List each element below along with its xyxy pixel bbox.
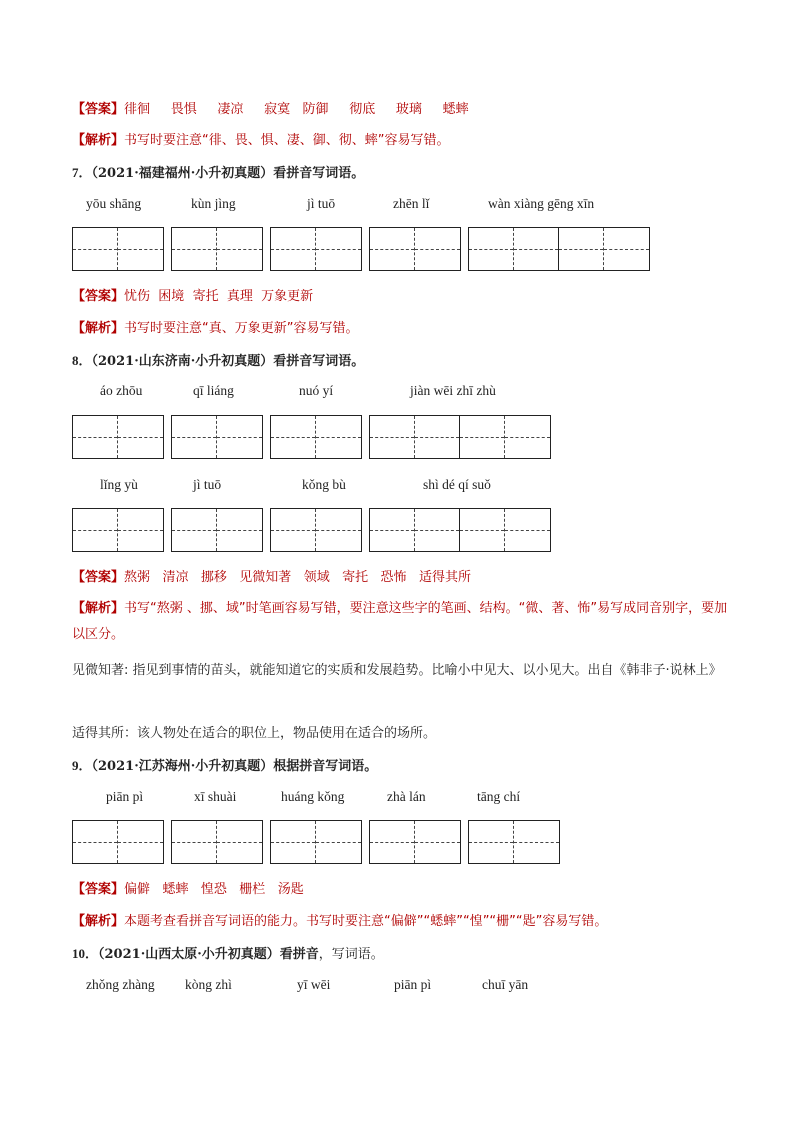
q6-answer-line [72, 101, 469, 119]
q8-answer-line: 【答案】熬粥 清凉 挪移 见微知著 领域 寄托 恐怖 适得其所 [72, 570, 471, 585]
writing-box[interactable] [171, 508, 263, 552]
writing-box[interactable] [171, 415, 263, 459]
pinyin: piān pì [394, 977, 432, 992]
pinyin: zhēn lǐ [393, 196, 430, 211]
q7-answer-words: 忧伤 困境 寄托 真理 万象更新 [124, 289, 314, 304]
q9-analysis-line: 【解析】本题考查看拼音写词语的能力。书写时要注意“偏僻”“蟋蟀”“惶”“栅”“匙”容易写错。 [72, 914, 608, 929]
analysis-tag: 【解析】 [72, 133, 125, 148]
writing-box[interactable] [369, 227, 461, 271]
q8-note-idiom-2: 适得其所：该人物处在适合的职位上，物品使用在适合的场所。 [72, 726, 437, 741]
pinyin: áo zhōu [100, 383, 143, 398]
pinyin: huáng kǒng [281, 789, 345, 804]
q7-pinyin-row [0, 196, 794, 214]
q8-analysis-text: 书写“熬粥 、挪、域”时笔画容易写错，要注意这些字的笔画、结构。“微、著、怖”易写成同音别字，要加以区分。 [72, 601, 728, 642]
pinyin: kǒng bù [302, 477, 346, 492]
pinyin: wàn xiàng gēng xīn [488, 196, 595, 211]
q9-answer-line: 【答案】偏僻 蟋蟀 惶恐 栅栏 汤匙 [72, 882, 304, 897]
q9-question-title: 9．（2021·江苏海州·小升初真题）根据拼音写词语。 [72, 758, 378, 774]
q8-writing-grid-1 [0, 415, 794, 461]
writing-box[interactable] [270, 508, 362, 552]
writing-box[interactable] [171, 820, 263, 864]
writing-box[interactable] [468, 227, 650, 271]
q7-answer-line: 【答案】忧伤 困境 寄托 真理 万象更新 [72, 289, 314, 304]
pinyin: jì tuō [307, 196, 336, 211]
writing-box[interactable] [270, 227, 362, 271]
writing-box[interactable] [72, 508, 164, 552]
q8-question-title: 8．（2021·山东济南·小升初真题）看拼音写词语。 [72, 353, 365, 369]
pinyin: yī wēi [297, 977, 331, 992]
q7-analysis-text: 书写时要注意“真、万象更新”容易写错。 [124, 321, 359, 336]
writing-box[interactable] [72, 820, 164, 864]
q7-analysis-line: 【解析】书写时要注意“真、万象更新”容易写错。 [72, 321, 359, 336]
q8-writing-grid-2 [0, 508, 794, 554]
pinyin: jiàn wēi zhī zhù [410, 383, 496, 398]
pinyin: yōu shāng [86, 196, 142, 211]
q6-answer-words: 徘徊 畏惧 凄凉 寂寞 防御 彻底 玻璃 蟋蟀 [124, 102, 469, 117]
q10-pinyin-row [0, 977, 794, 995]
q6-analysis-line [72, 132, 450, 150]
writing-box[interactable] [171, 227, 263, 271]
q9-answer-words: 偏僻 蟋蟀 惶恐 栅栏 汤匙 [124, 882, 304, 897]
pinyin: zhà lán [387, 789, 426, 804]
writing-box[interactable] [270, 415, 362, 459]
q8-answer-words: 熬粥 清凉 挪移 见微知著 领域 寄托 恐怖 适得其所 [124, 570, 471, 585]
writing-box[interactable] [369, 820, 461, 864]
pinyin: qī liáng [193, 383, 234, 398]
pinyin: jì tuō [193, 477, 222, 492]
pinyin: zhǒng zhàng [86, 977, 155, 992]
pinyin: nuó yí [299, 383, 334, 398]
q9-pinyin-row [0, 789, 794, 807]
pinyin: chuī yān [482, 977, 529, 992]
pinyin: piān pì [106, 789, 144, 804]
q10-question-title: 10．（2021·山西太原·小升初真题）看拼音，写词语。 [72, 946, 384, 962]
q8-note-idiom-1: 见微知著: 指见到事情的苗头，就能知道它的实质和发展趋势。比喻小中见大、以小见大。出自《韩非子·说林上》 [72, 663, 722, 678]
writing-box[interactable] [369, 415, 551, 459]
answer-tag: 【答案】 [72, 102, 125, 117]
writing-box[interactable] [468, 820, 560, 864]
writing-box[interactable] [369, 508, 551, 552]
q9-analysis-text: 本题考查看拼音写词语的能力。书写时要注意“偏僻”“蟋蟀”“惶”“栅”“匙”容易写错。 [124, 914, 608, 929]
pinyin: tāng chí [477, 789, 521, 804]
writing-box[interactable] [72, 415, 164, 459]
writing-box[interactable] [270, 820, 362, 864]
pinyin: kùn jìng [191, 196, 236, 211]
pinyin: kòng zhì [185, 977, 232, 992]
writing-box[interactable] [72, 227, 164, 271]
q8-pinyin-row-1 [0, 383, 794, 401]
q8-analysis-block: 【解析】书写“熬粥 、挪、域”时笔画容易写错，要注意这些字的笔画、结构。“微、著、怖”易写成同音别字，要加以区分。 [72, 601, 728, 642]
q8-pinyin-row-2 [0, 477, 794, 495]
pinyin: shì dé qí suǒ [423, 477, 491, 492]
q9-writing-grid [0, 820, 794, 866]
pinyin: lǐng yù [100, 477, 138, 492]
q7-question-title: 7．（2021·福建福州·小升初真题）看拼音写词语。 [72, 165, 365, 181]
pinyin: xī shuài [194, 789, 237, 804]
q7-writing-grid [0, 227, 794, 273]
q6-analysis-text: 书写时要注意“徘、畏、惧、凄、御、彻、蟀”容易写错。 [124, 133, 450, 148]
